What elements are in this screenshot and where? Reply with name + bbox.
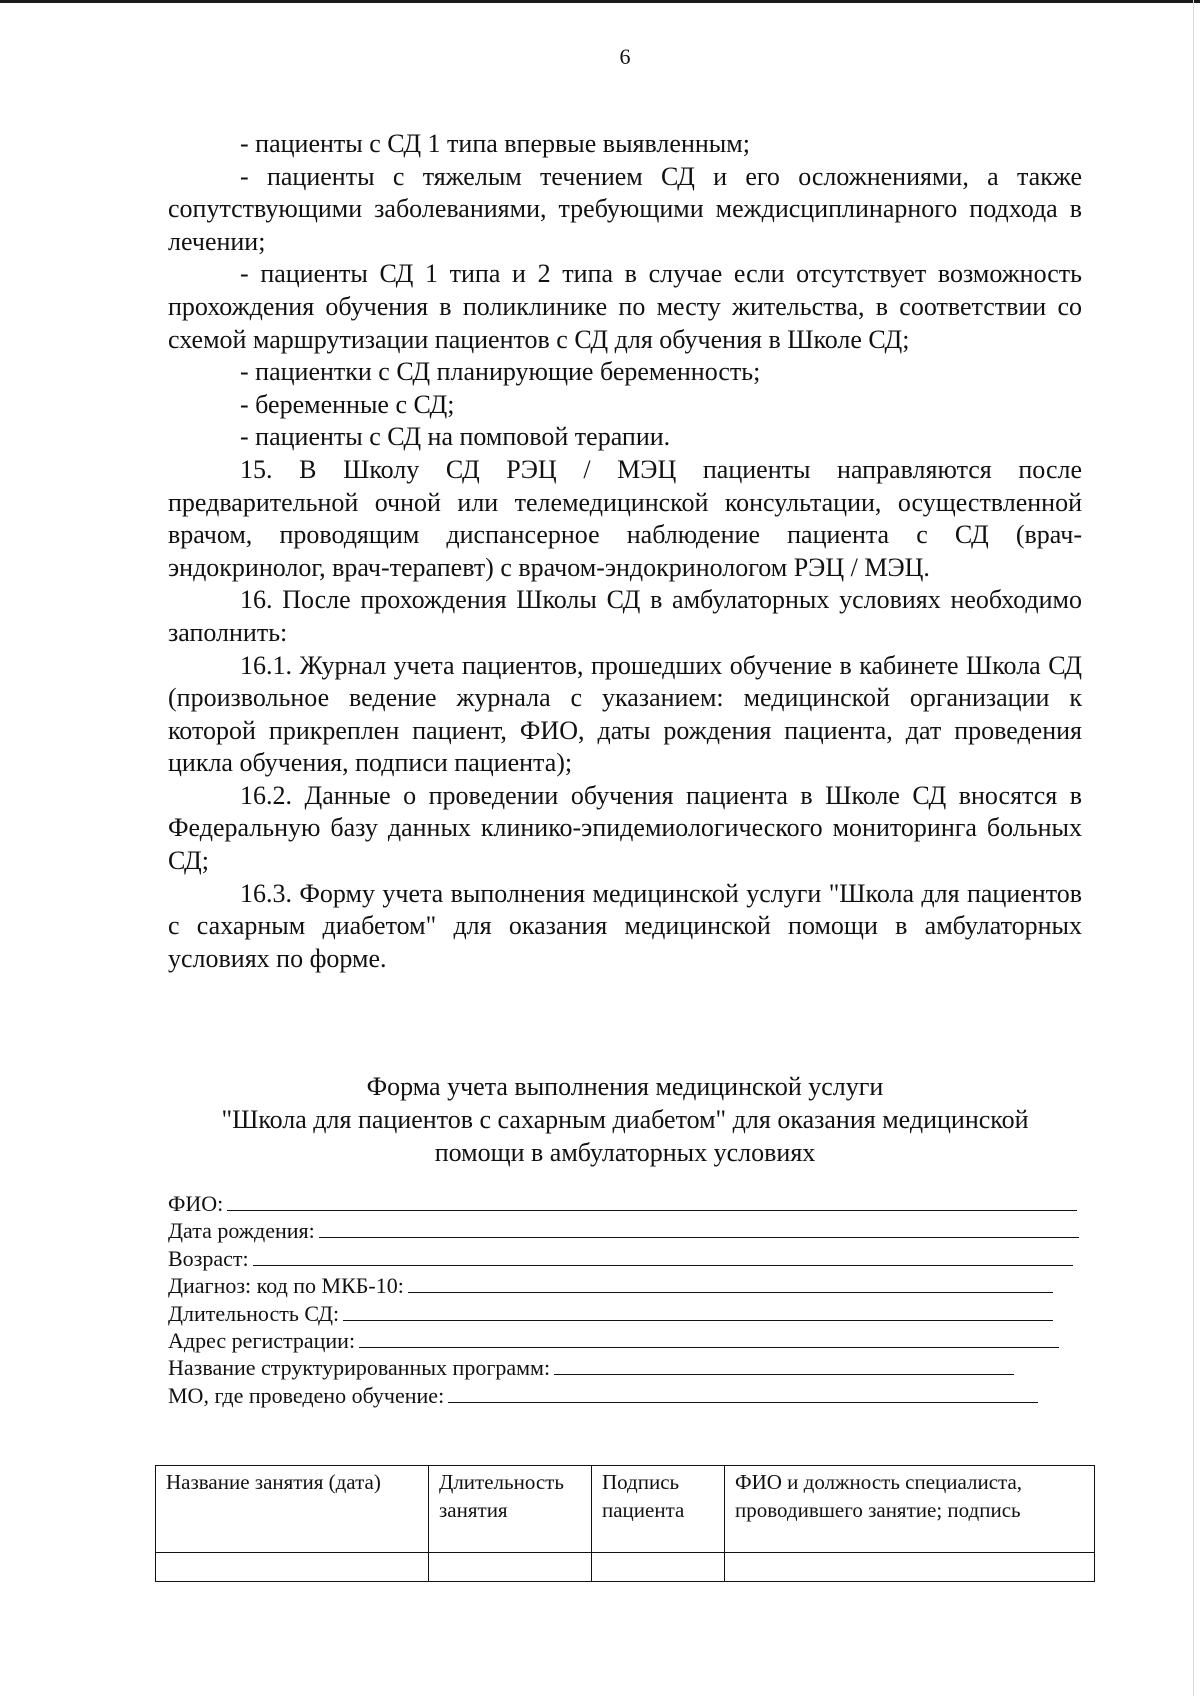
patient-form [168, 1190, 1088, 1409]
form-title-line: помощи в амбулаторных условиях [434, 1138, 816, 1167]
fill-in-line[interactable] [227, 1190, 1077, 1211]
field-diagnosis-icd10 [168, 1272, 1088, 1299]
table-row [156, 1553, 1095, 1582]
list-item-severe-course: - пациенты с тяжелым течением СД и его осложнениями, а также сопутствующими заболеваниями, требующими междисциплинарного подхода в лечении; [168, 161, 1082, 256]
fill-in-line[interactable] [554, 1354, 1014, 1375]
field-diabetes-duration [168, 1300, 1088, 1327]
field-label: Адрес регистрации: [168, 1328, 356, 1354]
list-item-pump-therapy: - пациенты с СД на помповой терапии. [240, 422, 671, 452]
column-header: Название занятия (дата) [156, 1466, 429, 1553]
list-item-new-type1: - пациенты с СД 1 типа впервые выявленным; [240, 129, 750, 158]
page-edge [1193, 0, 1194, 1696]
paragraph-15: 15. В Школу СД РЭЦ / МЭЦ пациенты направляются после предварительной очной или телемедицинской консультации, осуществленной врачом, проводящим диспансерное наблюдение пациента с СД (врач-эндокринолог, врач-терапевт) с врачом-эндокринологом РЭЦ / МЭЦ. [168, 454, 1082, 582]
fill-in-line[interactable] [343, 1300, 1053, 1321]
table-cell[interactable] [592, 1553, 725, 1582]
field-label: Название структурированных программ: [168, 1355, 551, 1381]
table-header-row [156, 1466, 1095, 1553]
field-programs [168, 1354, 1088, 1381]
table-cell[interactable] [156, 1553, 429, 1582]
fill-in-line[interactable] [253, 1245, 1073, 1266]
paragraph-16: 16. После прохождения Школы СД в амбулаторных условиях необходимо заполнить: [168, 585, 1082, 647]
paragraph-16-1: 16.1. Журнал учета пациентов, прошедших обучение в кабинете Школа СД (произвольное ведение журнала с указанием: медицинской организации к которой прикреплен пациент, ФИО, даты рождения пациента, дат проведения цикла обучения, подписи пациента); [168, 650, 1082, 778]
field-registration-address [168, 1327, 1088, 1354]
field-full-name [168, 1190, 1088, 1217]
paragraph-16-2: 16.2. Данные о проведении обучения пациента в Школе СД вносятся в Федеральную базу данных клинико-эпидемиологического мониторинга больных СД; [168, 780, 1082, 876]
column-header: Длительность занятия [429, 1466, 592, 1553]
field-birth-date [168, 1217, 1088, 1244]
column-header: ФИО и должность специалиста, проводившего занятие; подпись [725, 1466, 1095, 1553]
fill-in-line[interactable] [319, 1217, 1079, 1238]
field-label: Диагноз: код по МКБ-10: [168, 1273, 404, 1299]
table-cell[interactable] [429, 1553, 592, 1582]
column-header: Подпись пациента [592, 1466, 725, 1553]
field-label: Дата рождения: [168, 1218, 315, 1244]
form-title-line: Форма учета выполнения медицинской услуги [366, 1072, 884, 1101]
field-label: Возраст: [168, 1245, 249, 1271]
list-item-no-local-training: - пациенты СД 1 типа и 2 типа в случае если отсутствует возможность прохождения обучения в поликлинике по месту жительства, в соответствии со схемой маршрутизации пациентов с СД для обучения в Школе СД; [168, 259, 1082, 354]
paragraph-16-3: 16.3. Форму учета выполнения медицинской услуги "Школа для пациентов с сахарным диабетом" для оказания медицинской помощи в амбулаторных условиях по форме. [168, 878, 1082, 973]
form-title-line: "Школа для пациентов с сахарным диабетом" для оказания медицинской [221, 1105, 1029, 1134]
lessons-table [155, 1465, 1095, 1582]
list-item-pregnant: - беременные с СД; [240, 389, 455, 419]
table-cell[interactable] [725, 1553, 1095, 1582]
form-title [168, 1070, 1082, 1169]
fill-in-line[interactable] [408, 1272, 1053, 1293]
list-item-planning-pregnancy: - пациентки с СД планирующие беременность; [240, 357, 761, 387]
field-age [168, 1245, 1088, 1272]
fill-in-line[interactable] [359, 1327, 1059, 1348]
field-label: ФИО: [168, 1191, 224, 1216]
page-number: 6 [619, 44, 631, 69]
fill-in-line[interactable] [448, 1382, 1038, 1403]
field-label: Длительность СД: [168, 1300, 340, 1326]
field-label: МО, где проведено обучение: [168, 1382, 445, 1408]
body-text [168, 128, 1082, 975]
top-border [0, 0, 1200, 3]
field-training-organization [168, 1382, 1088, 1409]
